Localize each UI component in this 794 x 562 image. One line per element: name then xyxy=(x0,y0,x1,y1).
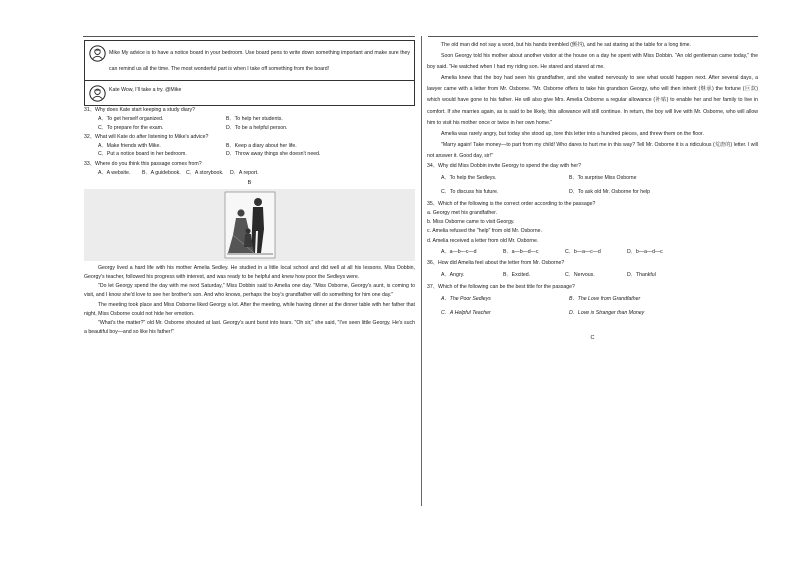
options-row xyxy=(84,169,415,178)
options-row xyxy=(427,247,758,259)
options-row xyxy=(84,124,415,133)
illustration-family xyxy=(84,189,415,261)
section-heading-b: B xyxy=(247,179,252,186)
column-divider xyxy=(421,36,422,506)
option[interactable]: D．Thankful xyxy=(627,271,656,278)
paragraph: Amelia was rarely angry, but today she stood up, tore this letter into a hundred pieces, and threw them on the floor. xyxy=(441,130,704,137)
option[interactable]: C．b—a—c—d xyxy=(565,249,601,256)
option[interactable]: B．a—b—d—c xyxy=(503,249,539,256)
top-rule-left xyxy=(83,36,415,37)
option[interactable]: C．A Helpful Teacher xyxy=(441,309,491,316)
options-row xyxy=(427,293,758,307)
option[interactable]: A．a—b—c—d xyxy=(441,249,477,256)
paragraph: Soon Georgy told his mother about another visitor at the house on a day he spent with Miss Dobbin. "An old gentleman came today," the boy said. "He watched when I had my riding son. He stared and stared at me. xyxy=(427,53,758,71)
options-row xyxy=(427,172,758,186)
option[interactable]: C．To discuss his future. xyxy=(441,189,499,195)
right-column xyxy=(427,40,758,343)
top-rule-right xyxy=(428,36,758,37)
option[interactable]: B．Keep a diary about her life. xyxy=(226,142,297,149)
options-row xyxy=(84,142,415,151)
post-text: Kate Wow, I'll take a try. @Mike xyxy=(109,87,182,93)
option[interactable]: D．Throw away things she doesn't need. xyxy=(226,151,321,158)
question-34: 34、Why did Miss Dobbin invite Georgy to spend the day with her? xyxy=(427,163,581,170)
statement: b. Miss Osborne came to visit Georgy. xyxy=(427,218,515,225)
option[interactable]: D．To be a helpful person. xyxy=(226,124,288,131)
option[interactable]: A．A website. xyxy=(98,169,131,176)
option[interactable]: D．To ask old Mr. Osborne for help xyxy=(569,189,651,195)
option[interactable]: A．To help the Sedleys. xyxy=(441,174,497,181)
statement: d. Amelia received a letter from old Mr. Osborne. xyxy=(427,237,539,244)
question-32: 32、What will Kate do after listening to Mike's advice? xyxy=(84,133,209,140)
option[interactable]: B．To help her students. xyxy=(226,115,283,122)
options-row xyxy=(427,186,758,200)
statement: a. Georgy met his grandfather. xyxy=(427,209,498,216)
question-35: 35、Which of the following is the correct order according to the passage? xyxy=(427,201,596,207)
paragraph: The meeting took place and Miss Osborne liked Georgy a lot. After the meeting, while having dinner at the dinner table with her father that night, Miss Osborne could not hide her emotion. xyxy=(84,301,415,317)
avatar-icon xyxy=(89,45,106,62)
family-illustration-icon xyxy=(224,191,276,259)
paragraph: Amelia knew that the boy had seen his grandfather, and she waited nervously to see what would happen next. After several days, a lawyer came with a letter from Mr. Osborne. "Mr. Osborne offers to take his grandson Georgy, who will then inherit (继承) the fortune (巨款) which would have gone to his father. He will also give Mrs. Amelia Osborne a regular allowance (补贴) to enable her and her family to live in comfort. If she marries again, as is said to be likely, this allowance will still continue. In return, the boy will live with Mr. Osborne, who will allow him to visit his mother once or twice in her own home." xyxy=(427,75,758,126)
question-37: 37、Which of the following can be the best title for the passage? xyxy=(427,283,575,290)
option[interactable]: D．Love is Stranger than Money xyxy=(569,309,645,316)
option[interactable]: B．Excited. xyxy=(503,271,531,278)
option[interactable]: C．A storybook. xyxy=(186,169,224,176)
paragraph: The old man did not say a word, but his hands trembled (颤抖), and he sat staring at the table for a long time. xyxy=(441,42,691,48)
avatar-icon xyxy=(89,85,106,102)
option[interactable]: B．To surprise Miss Osborne xyxy=(569,174,637,181)
forum-post-kate xyxy=(84,81,415,106)
options-row xyxy=(84,116,415,125)
option[interactable]: D．A report. xyxy=(230,169,259,176)
section-heading-c: C xyxy=(590,334,595,341)
left-column xyxy=(84,40,415,337)
paragraph: "What's the matter?" old Mr. Osborne shouted at last. Georgy's aunt burst into tears. "Oh sir," she said, "I've seen little Georgy. He's such a beautiful boy—and so like his father!" xyxy=(84,319,415,336)
option[interactable]: A．Make friends with Mike. xyxy=(98,142,161,149)
paragraph: Georgy lived a hard life with his mother Amelia Sedley. He studied in a little local school and did well at all his lessons. Miss Dobbin, Georgy's teacher, followed his progress with interest, and was ready to be helpful and knew how poor the Sedleys were. xyxy=(84,264,415,280)
option[interactable]: C．Nervous. xyxy=(565,271,595,278)
paragraph: "Marry again! Take money—to part from my child! Who dares to hurt me in this way? Tell Mr. Osborne it is a ridiculous (荒唐的) letter. I will not answer it. Good day, sir!" xyxy=(427,141,758,159)
paragraph: "Do let Georgy spend the day with me next Saturday," Miss Dobbin said to Amelia one day. "Miss Osborne, Georgy's aunt, is coming to visit, and I know she'd love to see her brother's son. And who knows, perhaps the boy's grandfather will do something for him one day." xyxy=(84,283,415,299)
option[interactable]: C．To prepare for the exam. xyxy=(98,124,164,131)
options-row xyxy=(84,151,415,160)
question-33: 33、Where do you think this passage comes from? xyxy=(84,160,202,167)
question-36: 36、How did Amelia feel about the letter from Mr. Osborne? xyxy=(427,260,565,267)
options-row xyxy=(427,307,758,321)
forum-post-mike xyxy=(84,40,415,81)
options-row xyxy=(427,269,758,283)
option[interactable]: B．The Love from Grandfather xyxy=(569,295,641,302)
option[interactable]: A．Angry. xyxy=(441,271,465,278)
option[interactable]: B．A guidebook. xyxy=(142,169,181,176)
option[interactable]: A．The Poor Sedleys xyxy=(441,295,491,302)
statement: c. Amelia refused the "help" from old Mr. Osborne. xyxy=(427,228,542,235)
option[interactable]: D．b—a—d—c xyxy=(627,249,663,256)
option[interactable]: C．Put a notice board in her bedroom. xyxy=(98,151,187,158)
question-31: 31、Why does Kate start keeping a study diary? xyxy=(84,107,196,113)
post-text: Mike My advice is to have a notice board in your bedroom. Use board pens to write down something important and make sure they can remind us all the time. The most wonderful part is when I take off something from the board! xyxy=(109,50,410,72)
option[interactable]: A．To get herself organized. xyxy=(98,115,164,122)
